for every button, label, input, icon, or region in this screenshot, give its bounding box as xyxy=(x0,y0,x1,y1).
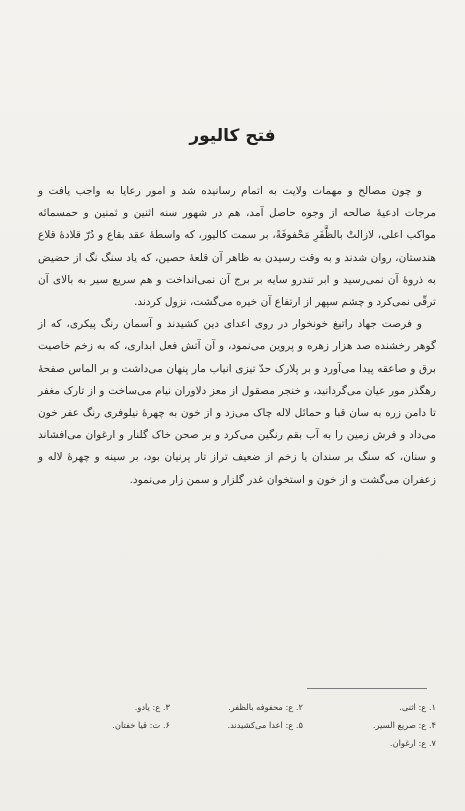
footnote-3: ۳. ع: یادو. xyxy=(134,702,170,712)
footnote-1: ۱. ع: اثنی. xyxy=(399,702,436,712)
footnote-5: ۵. ع: اعدا می‌کشیدند. xyxy=(227,720,303,730)
footnote-row xyxy=(38,734,436,752)
footnote-row xyxy=(38,716,436,734)
footnote-6: ۶. ت: قیا خفتان. xyxy=(112,720,170,730)
footnotes xyxy=(38,698,436,752)
paragraph-1: و چون مصالح و مهمات ولایت به اتمام رسانیده شد و امور رعایا به واجب یافت و مرجات ادعیهٔ صالحه از وجوه حاصل آمد، هم در شهور سنه اثنین و ثمنین و حمسمائه مواکب اعلی، لازالتْ بالظَّفَرِ مَحْفوفَةً، بر سمت کالیور، که واسطهٔ عقد بقاع و دُرّ قلادهٔ قلاع هندستان، روان شدند و به وقت رسیدن به ظاهر آن قلعهٔ حصین، که یاد سنگ نگ از حضیض به ذروهٔ آن نمی‌رسید و ابر تندرو سایه بر برج آن نمی‌انداخت و هم سریع سیر به بالای آن ترقّی نمی‌کرد و چشم سپهر از ارتفاع آن خیره می‌گشت، نزول کردند. xyxy=(38,185,436,309)
footnote-row xyxy=(38,698,436,716)
footnote-2: ۲. ع: محفوفه بالظفر. xyxy=(227,702,303,712)
footnote-7: ۷. ع: ارغوان. xyxy=(389,738,436,748)
footnote-divider xyxy=(307,688,427,689)
footnote-4: ۴. ع: صریع السیر. xyxy=(372,720,436,730)
paragraph-2: و فرصت جهاد راتیغ خونخوار در روی اعدای دین کشیدند و آسمان رنگ پیکری، که از گوهر رخشنده صد هزار زهره و پروین می‌نمود، و آن آتش فعل ابداری، که به زخم خاصیت برق و صاعقه پیدا می‌آورد و بر پلارک حدّ تیزی انیاب مار پنهان می‌داشت و بر الماس صفحهٔ رهگذر مور عیان می‌گردانید، و خنجر مصقول از معز دلاوران نیام می‌ساخت و از تارک مغفر تا دامن زره به سان قبا و حمائل لاله چاک می‌زد و از خون به چهرهٔ نیلوفری رنگ عفر خون می‌داد و فرش زمین را به آب بقم رنگین می‌کرد و بر صحن خاک گلنار و ارغوان می‌افشاند و سنان، که سنگ بر سندان یا زخم از ضعیف تراز تار پرنیان بود، بر سینه و چهرهٔ لاله و زعفران می‌گشت و از خون و استخوان غدر گلزار و سمن زار می‌نمود. xyxy=(38,318,436,486)
page-title: فتح کالیور xyxy=(189,126,276,146)
body-text xyxy=(38,180,436,491)
